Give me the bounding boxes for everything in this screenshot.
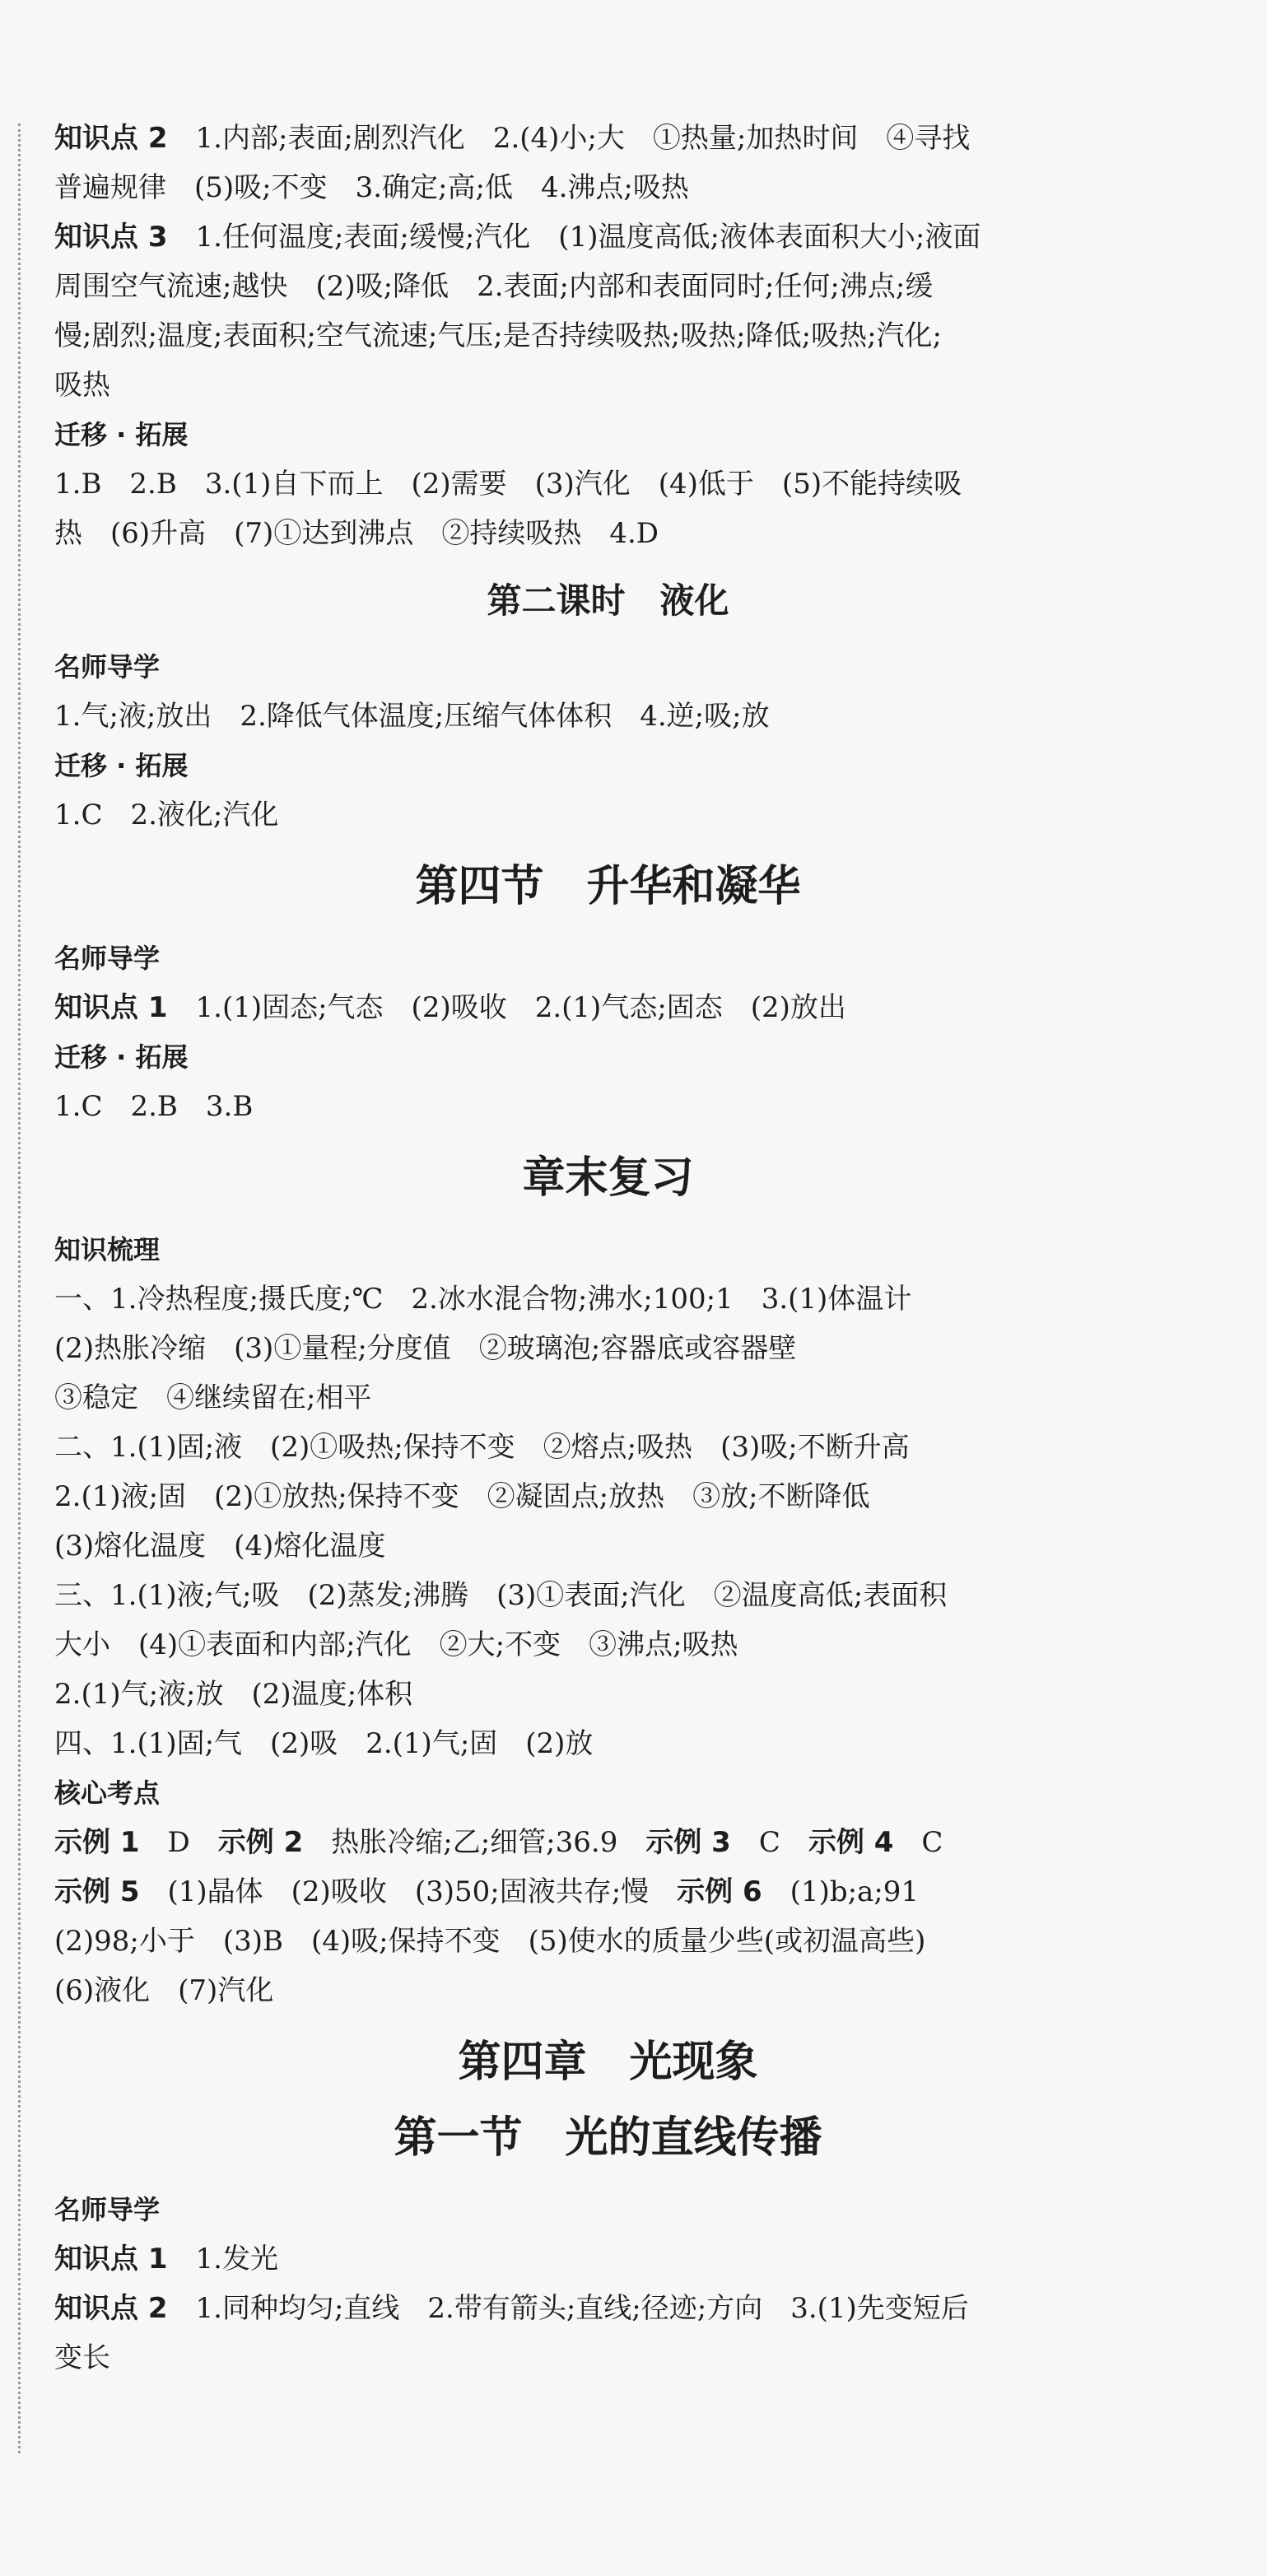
section-label-guide: 名师导学 [54,2194,161,2225]
text-line: (2)热胀冷缩 (3)①量程;分度值 ②玻璃泡;容器底或容器壁 [54,1332,797,1365]
text-line: 1.C 2.B 3.B [54,1090,254,1123]
line-text: (1)晶体 (2)吸收 (3)50;固液共存;慢 [167,1875,678,1908]
line-text: D [167,1826,218,1859]
section-label-transfer: 迁移 · 拓展 [54,750,189,781]
knowledge-point-label: 知识点 1 [54,2243,168,2276]
section-label-review: 知识梳理 [54,1234,161,1265]
text-line: (6)液化 (7)汽化 [54,1974,274,2007]
text-line: 三、1.(1)液;气;吸 (2)蒸发;沸腾 (3)①表面;汽化 ②温度高低;表面积 [54,1579,948,1612]
text-line: 热 (6)升高 (7)①达到沸点 ②持续吸热 4.D [54,517,659,550]
text-line: ③稳定 ④继续留在;相平 [54,1381,372,1414]
section-label-transfer: 迁移 · 拓展 [54,419,189,450]
line-text: 1.发光 [195,2243,278,2276]
text-line: (2)98;小于 (3)B (4)吸;保持不变 (5)使水的质量少些(或初温高些) [54,1925,926,1958]
example-label: 示例 6 [677,1875,762,1908]
text-line [54,1867,1162,1917]
text-line [54,2284,1162,2333]
section-label-core: 核心考点 [54,1777,161,1809]
line-text: 热胀冷缩;乙;细管;36.9 [331,1826,646,1859]
text-line: 慢;剧烈;温度;表面积;空气流速;气压;是否持续吸热;吸热;降低;吸热;汽化; [54,319,943,352]
knowledge-point-label: 知识点 3 [54,221,168,254]
text-line: 大小 (4)①表面和内部;汽化 ②大;不变 ③沸点;吸热 [54,1628,738,1661]
example-label: 示例 4 [808,1826,894,1859]
line-text: (1)b;a;91 [790,1875,920,1908]
answer-content [54,114,1162,2383]
text-line: 1.C 2.液化;汽化 [54,799,279,831]
text-line [54,983,1162,1032]
text-line [54,2234,1162,2284]
section-heading: 第一节 光的直线传播 [394,2113,822,2163]
text-line [54,212,1162,262]
knowledge-point-label: 知识点 2 [54,122,168,155]
text-line: 一、1.冷热程度;摄氏度;℃ 2.冰水混合物;沸水;100;1 3.(1)体温计 [54,1283,912,1316]
chapter-heading: 第四章 光现象 [458,2038,758,2087]
text-line [54,1818,1162,1867]
line-text: C [921,1826,943,1859]
text-line: 二、1.(1)固;液 (2)①吸热;保持不变 ②熔点;吸热 (3)吸;不断升高 [54,1431,910,1464]
line-text: C [758,1826,808,1859]
example-label: 示例 3 [645,1826,731,1859]
example-label: 示例 5 [54,1875,140,1908]
text-line: 周围空气流速;越快 (2)吸;降低 2.表面;内部和表面同时;任何;沸点;缓 [54,270,934,303]
section-heading: 章末复习 [522,1153,694,1203]
text-line: 四、1.(1)固;气 (2)吸 2.(1)气;固 (2)放 [54,1727,594,1760]
margin-dotted-rule [18,123,21,2453]
section-label-guide: 名师导学 [54,943,161,974]
example-label: 示例 1 [54,1826,140,1859]
knowledge-point-label: 知识点 1 [54,991,168,1024]
lesson-heading: 第二课时 液化 [487,580,729,621]
text-line: 1.气;液;放出 2.降低气体温度;压缩气体体积 4.逆;吸;放 [54,700,770,733]
section-label-transfer: 迁移 · 拓展 [54,1041,189,1073]
example-label: 示例 2 [217,1826,304,1859]
text-line: 2.(1)气;液;放 (2)温度;体积 [54,1678,413,1711]
line-text: 1.任何温度;表面;缓慢;汽化 (1)温度高低;液体表面积大小;液面 [195,221,981,254]
text-line: 普遍规律 (5)吸;不变 3.确定;高;低 4.沸点;吸热 [54,171,689,204]
line-text: 1.(1)固态;气态 (2)吸收 2.(1)气态;固态 (2)放出 [195,991,846,1024]
text-line: (3)熔化温度 (4)熔化温度 [54,1530,386,1563]
section-label-guide: 名师导学 [54,651,161,682]
line-text: 1.同种均匀;直线 2.带有箭头;直线;径迹;方向 3.(1)先变短后 [195,2292,969,2325]
line-text: 1.内部;表面;剧烈汽化 2.(4)小;大 ①热量;加热时间 ④寻找 [195,122,971,155]
section-heading: 第四节 升华和凝华 [415,862,801,911]
text-line: 变长 [54,2341,110,2374]
text-line: 2.(1)液;固 (2)①放热;保持不变 ②凝固点;放热 ③放;不断降低 [54,1480,870,1513]
text-line [54,114,1162,163]
text-line: 1.B 2.B 3.(1)自下而上 (2)需要 (3)汽化 (4)低于 (5)不能持续吸 [54,468,962,501]
knowledge-point-label: 知识点 2 [54,2292,168,2325]
text-line: 吸热 [54,369,110,402]
